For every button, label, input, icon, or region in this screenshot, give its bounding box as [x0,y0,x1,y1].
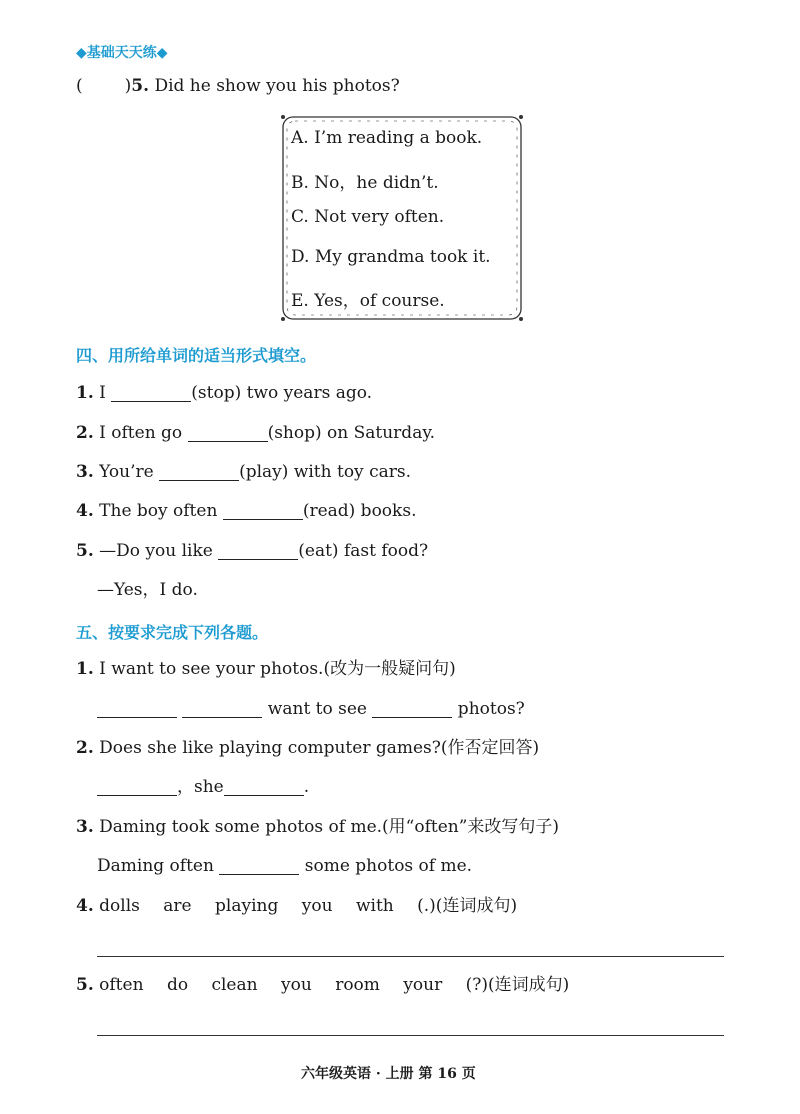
instruction-text: (.)(连词成句) [417,896,518,916]
page-footer: 六年级英语 · 上册 第 16 页 [301,1066,476,1082]
item-number: 3. [76,462,94,482]
instruction-text: (?)(连词成句) [465,975,570,995]
fill-blank[interactable] [224,777,304,796]
option-e: E. Yes，of course. [291,291,445,311]
fill-blank[interactable] [97,777,177,796]
item-number: 2. [76,423,94,443]
item-text: I want to see your photos.(改为一般疑问句) [99,659,456,679]
scrambled-word: your [403,975,443,995]
answer-text-end: some photos of me. [299,856,473,876]
s4-item-3 [76,460,411,484]
section-4-title: 四、用所给单词的适当形式填空。 [76,346,317,365]
fill-blank[interactable] [372,699,452,718]
s5-q2-answer [97,775,309,799]
fill-blank[interactable] [182,699,262,718]
item-number: 4. [76,896,94,916]
fill-blank[interactable] [188,423,268,442]
fill-blank[interactable] [159,462,239,481]
s5-q3 [76,815,559,839]
s5-q4 [76,894,517,918]
item-text-post: (play) with toy cars. [239,462,411,482]
question-number: 5. [131,76,150,96]
s4-item-5-answer: —Yes，I do. [97,580,198,600]
scrambled-word: you [301,896,333,916]
answer-line[interactable] [97,956,724,957]
scrambled-word: dolls [99,896,140,916]
answer-text-end: . [303,777,310,797]
section-5-title: 五、按要求完成下列各题。 [76,623,269,642]
answer-line[interactable] [97,1035,724,1036]
item-number: 3. [76,817,94,837]
item-text-pre: I [99,383,112,403]
s5-q5 [76,973,569,997]
option-d: D. My grandma took it. [291,247,491,267]
question-5-match [76,74,400,98]
answer-paren-close: ) [124,76,132,96]
s4-item-5 [76,539,428,563]
scrambled-word: you [280,975,312,995]
s5-q1-answer [97,697,525,721]
answer-text-mid: ，she [177,777,224,797]
item-text-post: (stop) two years ago. [191,383,373,403]
scrambled-word: clean [211,975,258,995]
scrambled-word: with [355,896,394,916]
fill-blank[interactable] [97,699,177,718]
item-text-pre: I often go [99,423,188,443]
item-number: 1. [76,383,94,403]
scrambled-word: playing [215,896,279,916]
item-text-post: (read) books. [302,501,417,521]
item-text-post: (eat) fast food? [298,541,429,561]
item-text-pre: —Do you like [99,541,219,561]
s4-item-4 [76,499,416,523]
s5-q1 [76,657,456,681]
answer-paren-open: ( [76,76,83,96]
item-number: 4. [76,501,94,521]
item-text-post: (shop) on Saturday. [267,423,436,443]
scrambled-word: do [166,975,189,995]
answer-text-end: photos? [452,699,525,719]
option-a: A. I’m reading a book. [291,128,483,148]
question-text: Did he show you his photos? [154,76,400,96]
item-text: Does she like playing computer games?(作否定回答) [99,738,540,758]
s5-q3-answer [97,854,472,878]
section-tag: ◆基础天天练◆ [76,45,168,61]
fill-blank[interactable] [219,856,299,875]
s5-q2 [76,736,539,760]
item-text-pre: You’re [99,462,160,482]
s4-item-1 [76,381,372,405]
option-b: B. No，he didn’t. [291,173,439,193]
item-number: 2. [76,738,94,758]
item-number: 1. [76,659,94,679]
item-number: 5. [76,541,94,561]
option-c: C. Not very often. [291,207,445,227]
item-number: 5. [76,975,94,995]
scrambled-word: are [163,896,192,916]
answer-text-mid: want to see [262,699,373,719]
fill-blank[interactable] [218,541,298,560]
s4-item-2 [76,421,435,445]
fill-blank[interactable] [111,383,191,402]
fill-blank[interactable] [223,501,303,520]
item-text: Daming took some photos of me.(用“often”来改写句子) [99,817,560,837]
scrambled-word: often [99,975,144,995]
item-text-pre: The boy often [99,501,223,521]
scrambled-word: room [335,975,380,995]
answer-text-pre: Daming often [97,856,220,876]
